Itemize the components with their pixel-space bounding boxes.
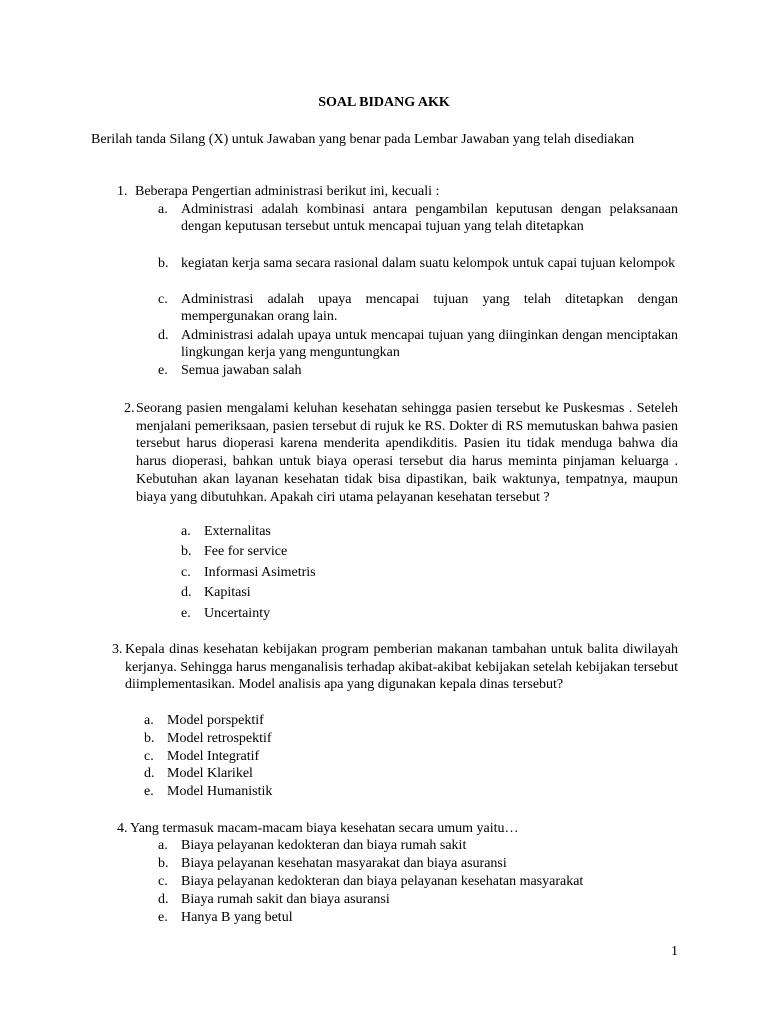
option-text: Uncertainty [204, 606, 271, 621]
question-number: 1. [117, 184, 128, 199]
page-number: 1 [671, 944, 678, 959]
option-letter: e. [158, 910, 168, 925]
option-text: Model porspektif [167, 713, 264, 728]
option-text: Biaya pelayanan kedokteran dan biaya pelayanan kesehatan masyarakat [181, 874, 584, 889]
option-text: Hanya B yang betul [181, 910, 293, 925]
option-1c [158, 291, 678, 325]
option-text: Model Klarikel [167, 766, 253, 781]
option-4e [158, 909, 658, 926]
option-letter: e. [144, 784, 154, 799]
instruction-text: Berilah tanda Silang (X) untuk Jawaban yang benar pada Lembar Jawaban yang telah disediakan [91, 132, 635, 147]
question-text: Beberapa Pengertian administrasi berikut ini, kecuali : [135, 184, 440, 199]
option-text: Externalitas [204, 524, 271, 539]
question-text: Yang termasuk macam-macam biaya kesehatan secara umum yaitu… [130, 821, 519, 836]
option-letter: d. [144, 766, 155, 781]
option-letter: c. [158, 874, 168, 889]
option-2d [181, 584, 581, 601]
option-1b [158, 255, 678, 272]
option-text: Informasi Asimetris [204, 565, 316, 580]
option-letter: a. [158, 202, 168, 217]
option-letter: b. [158, 256, 169, 271]
question-1 [117, 183, 677, 200]
option-letter: b. [158, 856, 169, 871]
option-letter: b. [181, 544, 192, 559]
option-3a [144, 712, 544, 729]
option-2b [181, 543, 581, 560]
option-text: Administrasi adalah upaya mencapai tujuan yang telah ditetapkan dengan mempergunakan orang lain. [181, 292, 678, 324]
page-title: SOAL BIDANG AKK [318, 95, 450, 110]
question-number: 4. [117, 821, 128, 836]
option-text: Fee for service [204, 544, 288, 559]
question-3 [112, 641, 678, 694]
option-letter: c. [181, 565, 191, 580]
option-text: Biaya rumah sakit dan biaya asuransi [181, 892, 390, 907]
option-letter: c. [144, 749, 154, 764]
option-2a [181, 523, 581, 540]
option-letter: d. [158, 892, 169, 907]
question-number: 2. [124, 401, 135, 416]
option-letter: b. [144, 731, 155, 746]
option-3c [144, 748, 544, 765]
option-4a [158, 837, 658, 854]
question-text: Kepala dinas kesehatan kebijakan program pemberian makanan tambahan untuk balita diwilayah kerjanya. Sehingga harus menganalisis terhadap akibat-akibat kebijakan setelah kebijakan tersebut diimplementasikan. Model analisis apa yang digunakan kepala dinas tersebut? [125, 642, 678, 693]
question-text: Seorang pasien mengalami keluhan kesehatan sehingga pasien tersebut ke Puskesmas . Seteleh menjalani pemeriksaan, pasien tersebut di rujuk ke RS. Dokter di RS memutuskan bahwa pasien tersebut harus dioperasi karena menderita apendikditis. Pasien itu tidak menduga bahwa dia harus dioperasi, bahkan untuk biaya operasi tersebut dia harus meminta pinjaman keluarga . Kebutuhan akan layanan kesehatan tidak bisa dipastikan, baik waktunya, tempatnya, maupun biaya yang dibutuhkan. Apakah ciri utama pelayanan kesehatan tersebut ? [136, 401, 678, 505]
option-1d [158, 327, 678, 361]
option-2e [181, 605, 581, 622]
option-3b [144, 730, 544, 747]
option-4b [158, 855, 658, 872]
option-text: Kapitasi [204, 585, 251, 600]
option-4d [158, 891, 658, 908]
option-text: kegiatan kerja sama secara rasional dalam suatu kelompok untuk capai tujuan kelompok [181, 256, 676, 271]
question-4 [117, 820, 677, 837]
option-letter: e. [158, 363, 168, 378]
option-3e [144, 783, 544, 800]
option-letter: a. [144, 713, 154, 728]
option-letter: d. [181, 585, 192, 600]
option-text: Administrasi adalah upaya untuk mencapai tujuan yang diinginkan dengan menciptakan lingkungan kerja yang menguntungkan [181, 328, 678, 360]
option-letter: e. [181, 606, 191, 621]
option-text: Semua jawaban salah [181, 363, 302, 378]
option-letter: a. [158, 838, 168, 853]
option-3d [144, 765, 544, 782]
option-1a [158, 201, 678, 235]
option-text: Model retrospektif [167, 731, 272, 746]
question-number: 3. [112, 642, 123, 657]
option-2c [181, 564, 581, 581]
option-4c [158, 873, 658, 890]
option-1e [158, 362, 678, 379]
option-text: Biaya pelayanan kesehatan masyarakat dan biaya asuransi [181, 856, 507, 871]
option-letter: d. [158, 328, 169, 343]
option-text: Administrasi adalah kombinasi antara pengambilan keputusan dengan pelaksanaan dengan keputusan tersebut untuk mencapai tujuan yang telah ditetapkan [181, 202, 678, 234]
option-text: Model Humanistik [167, 784, 273, 799]
option-text: Biaya pelayanan kedokteran dan biaya rumah sakit [181, 838, 467, 853]
question-2 [124, 400, 678, 506]
option-letter: a. [181, 524, 191, 539]
option-letter: c. [158, 292, 168, 307]
option-text: Model Integratif [167, 749, 260, 764]
